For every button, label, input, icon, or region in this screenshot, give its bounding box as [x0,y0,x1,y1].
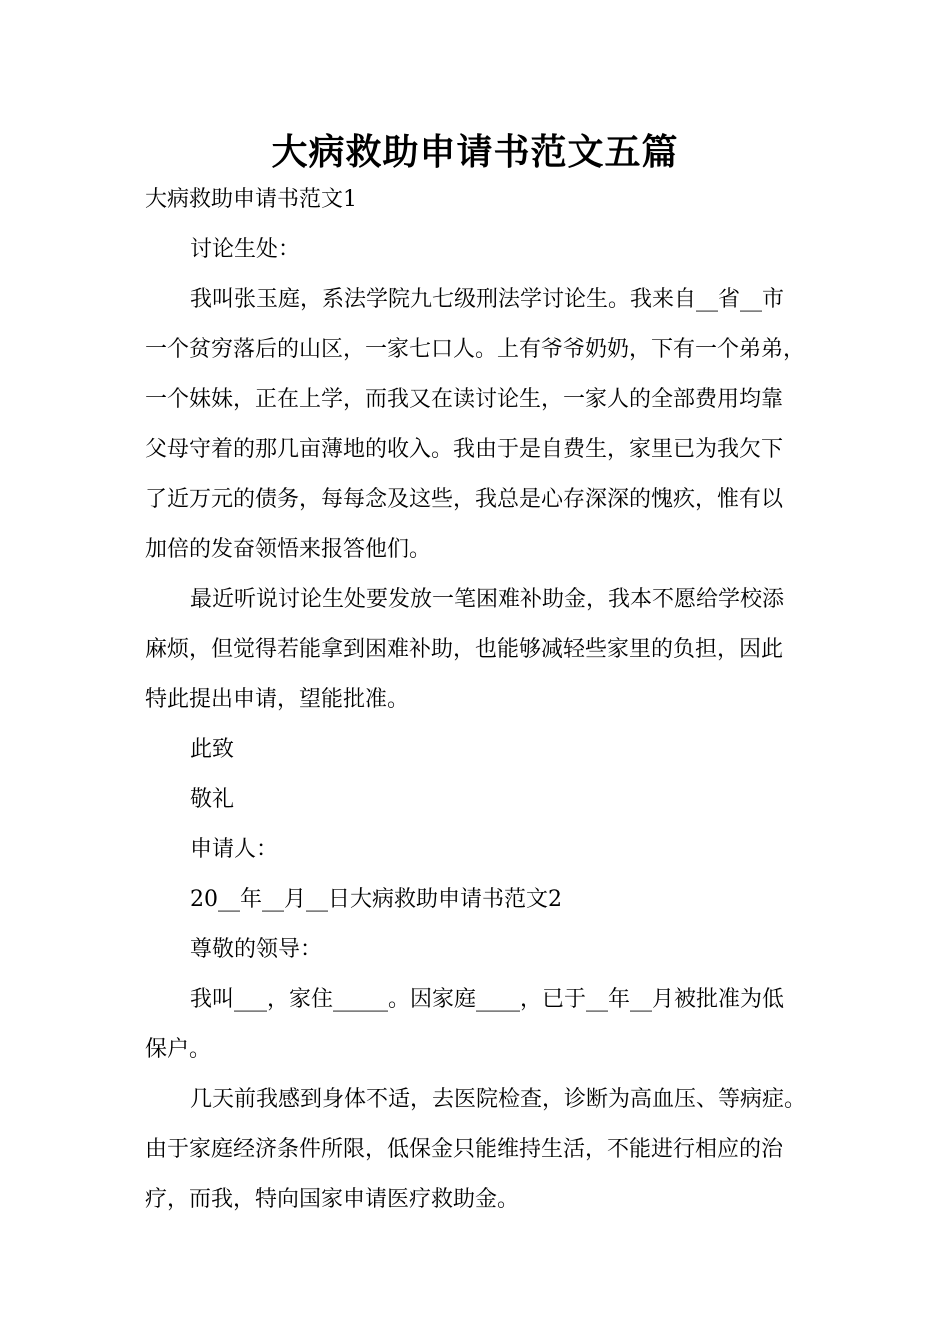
paragraph-line: 保户。 [145,1037,212,1062]
paragraph-line: 由于家庭经济条件所限，低保金只能维持生活，不能进行相应的治 [145,1137,784,1162]
date-line: 20__年__月__日大病救助申请书范文2 [190,887,562,912]
paragraph-line: 疗，而我，特向国家申请医疗救助金。 [145,1187,520,1212]
paragraph-line: 最近听说讨论生处要发放一笔困难补助金，我本不愿给学校添 [190,587,785,612]
paragraph-line: 麻烦，但觉得若能拿到困难补助，也能够减轻些家里的负担，因此 [145,637,784,662]
salutation-2: 尊敬的领导： [190,937,323,962]
paragraph-line: 特此提出申请，望能批准。 [145,687,410,712]
paragraph-line: 我叫___，家住_____。因家庭____，已于__年__月被批准为低 [190,987,785,1012]
applicant-line: 申请人： [190,837,279,862]
section-heading-1: 大病救助申请书范文1 [145,187,357,212]
paragraph-line: 一个贫穷落后的山区，一家七口人。上有爷爷奶奶，下有一个弟弟， [145,337,806,362]
paragraph-line: 一个妹妹，正在上学，而我又在读讨论生，一家人的全部费用均靠 [145,387,784,412]
closing-line: 敬礼 [190,787,235,812]
paragraph-line: 了近万元的债务，每每念及这些，我总是心存深深的愧疚，惟有以 [145,487,784,512]
paragraph-line: 父母守着的那几亩薄地的收入。我由于是自费生，家里已为我欠下 [145,437,784,462]
paragraph-line: 我叫张玉庭，系法学院九七级刑法学讨论生。我来自__省__市 [190,287,785,312]
paragraph-line: 加倍的发奋领悟来报答他们。 [145,537,432,562]
document-title: 大病救助申请书范文五篇 [271,131,679,173]
salutation-1: 讨论生处： [190,237,301,262]
paragraph-line: 几天前我感到身体不适，去医院检查，诊断为高血压、等病症。 [190,1087,807,1112]
closing-line: 此致 [190,737,235,762]
